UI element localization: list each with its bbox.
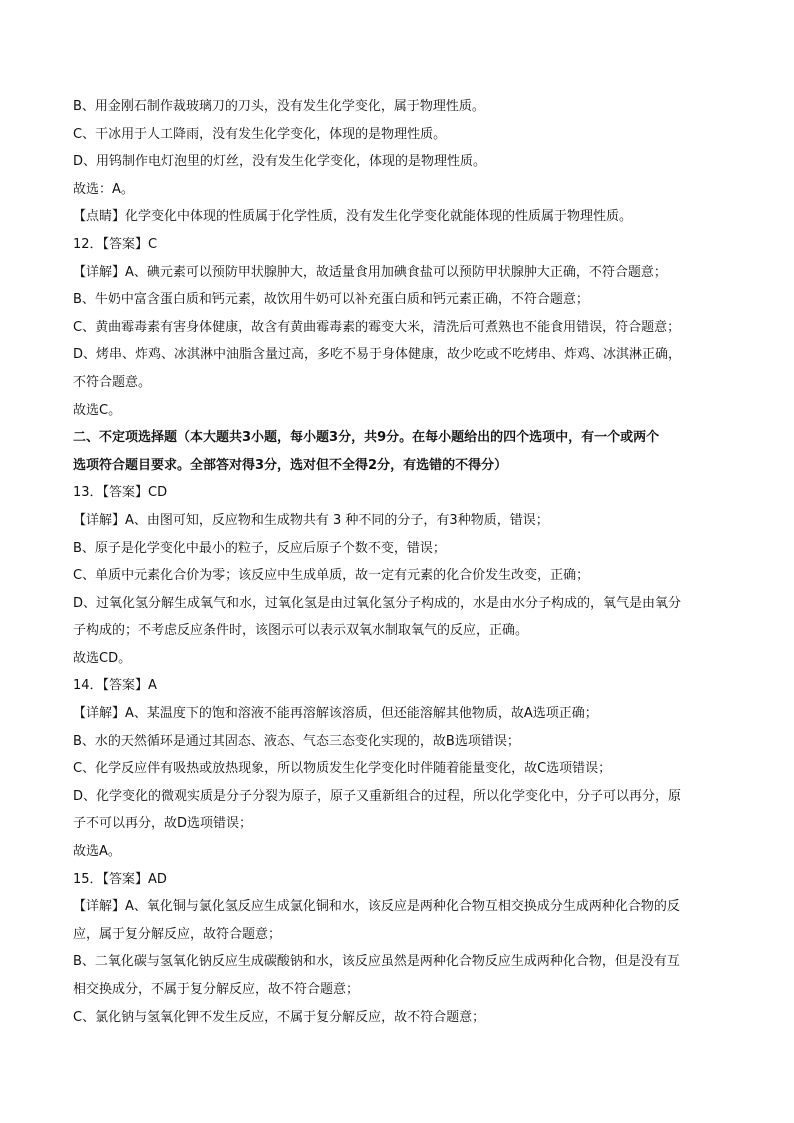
text-line: 【详解】A、氧化铜与氯化氢反应生成氯化铜和水，该反应是两种化合物互相交换成分生成两种化合物的反 — [73, 899, 680, 915]
text-line: B、水的天然循环是通过其固态、液态、气态三态变化实现的，故B选项错误； — [73, 733, 520, 749]
text-line: 相交换成分，不属于复分解反应，故不符合题意； — [73, 982, 360, 997]
text-line: 故选C。 — [73, 402, 122, 418]
text-line: 子构成的；不考虑反应条件时，该图示可以表示双氧水制取氧气的反应，正确。 — [73, 623, 529, 639]
section-heading: 选项符合题目要求。全部答对得3分，选对但不全得2分，有选错的不得分） — [73, 457, 508, 473]
text-line: 【详解】A、某温度下的饱和溶液不能再溶解该溶质，但还能溶解其他物质，故A选项正确； — [73, 706, 598, 722]
text-line: D、用钨制作电灯泡里的灯丝，没有发生化学变化，体现的是物理性质。 — [73, 154, 487, 170]
answer-heading: 14．【答案】A — [73, 678, 157, 694]
text-line: D、烤串、炸鸡、冰淇淋中油脂含量过高，多吃不易于身体健康，故少吃或不吃烤串、炸鸡、冰淇淋正确， — [73, 347, 682, 363]
text-line: C、干冰用于人工降雨，没有发生化学变化，体现的是物理性质。 — [73, 126, 447, 142]
text-line: 故选CD。 — [73, 650, 132, 666]
section-heading: 二、不定项选择题（本大题共3小题，每小题3分，共9分。在每小题给出的四个选项中，有一个或两个 — [73, 430, 660, 446]
text-line: 故选：A。 — [73, 181, 134, 197]
text-line: B、用金刚石制作裁玻璃刀的刀头，没有发生化学变化，属于物理性质。 — [73, 99, 485, 114]
text-line: B、原子是化学变化中最小的粒子，反应后原子个数不变，错误； — [73, 540, 446, 556]
text-line: 故选A。 — [73, 844, 121, 860]
text-line: 【点睛】化学变化中体现的性质属于化学性质，没有发生化学变化就能体现的性质属于物理性质。 — [73, 209, 633, 225]
text-line: B、牛奶中富含蛋白质和钙元素，故饮用牛奶可以补充蛋白质和钙元素正确，不符合题意； — [73, 292, 589, 308]
answer-heading: 13．【答案】CD — [73, 485, 168, 501]
text-line: C、氯化钠与氢氧化钾不发生反应，不属于复分解反应，故不符合题意； — [73, 1009, 486, 1025]
document-body — [73, 93, 725, 1031]
text-line: C、单质中元素化合价为零；该反应中生成单质，故一定有元素的化合价发生改变，正确； — [73, 568, 590, 584]
text-line: 不符合题意。 — [73, 374, 152, 390]
text-line: 【详解】A、由图可知，反应物和生成物共有 3 种不同的分子，有3种物质，错误； — [73, 512, 549, 528]
answer-heading: 12．【答案】C — [73, 236, 158, 252]
text-line: D、过氧化氢分解生成氧气和水，过氧化氢是由过氧化氢分子构成的，水是由水分子构成的，氧气是由氧分 — [73, 595, 682, 611]
text-line: D、化学变化的微观实质是分子分裂为原子，原子又重新组合的过程，所以化学变化中，分子可以再分，原 — [73, 788, 682, 804]
text-line: 子不可以再分，故D选项错误； — [73, 816, 253, 832]
text-line: C、化学反应伴有吸热或放热现象，所以物质发生化学变化时伴随着能量变化，故C选项错误； — [73, 761, 612, 777]
text-line: C、黄曲霉毒素有害身体健康，故含有黄曲霉毒素的霉变大米，清洗后可煮熟也不能食用错误，符合题意； — [73, 319, 681, 335]
answer-heading: 15．【答案】AD — [73, 871, 167, 887]
text-line: 【详解】A、碘元素可以预防甲状腺肿大，故适量食用加碘食盐可以预防甲状腺肿大正确，不符合题意； — [73, 264, 667, 280]
text-line: B、二氧化碳与氢氧化钠反应生成碳酸钠和水，该反应虽然是两种化合物反应生成两种化合物，但是没有互 — [73, 954, 680, 970]
text-line: 应，属于复分解反应，故符合题意； — [73, 926, 282, 942]
